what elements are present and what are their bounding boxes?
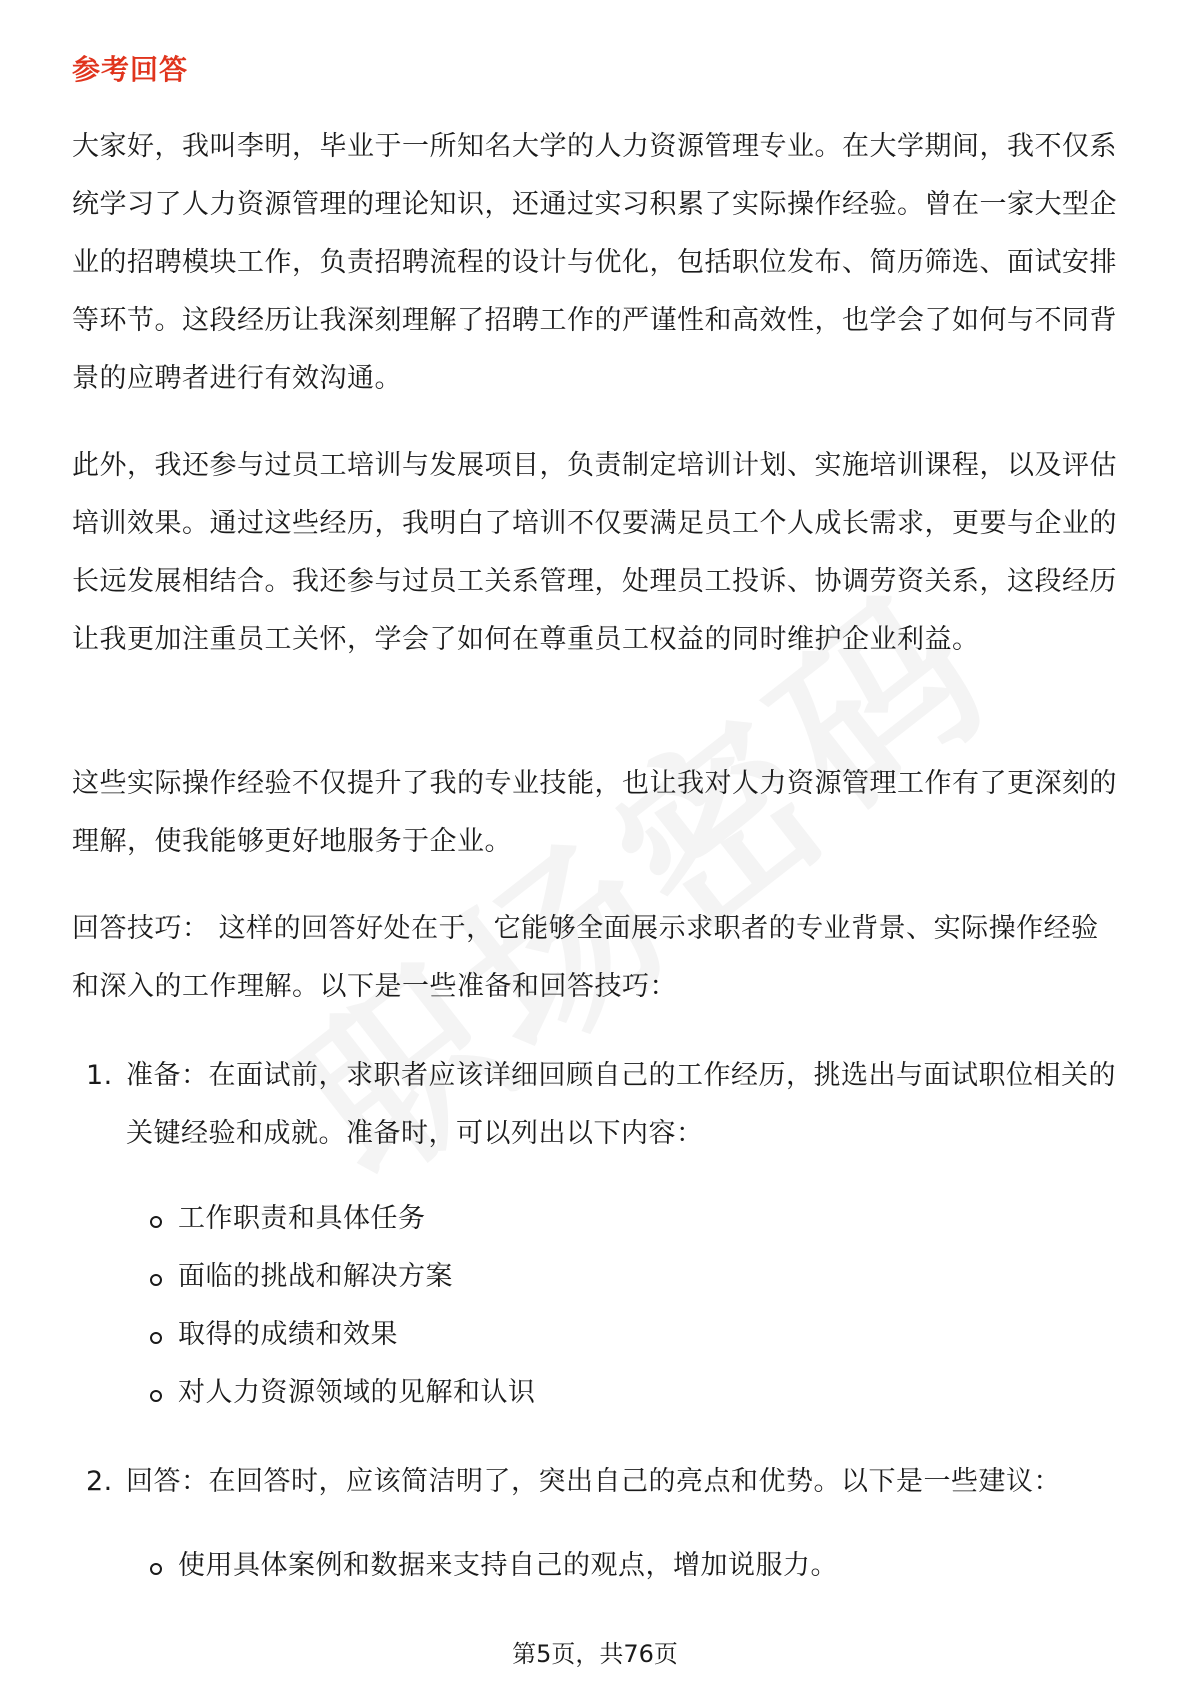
answer-bullet-list [148,1537,1098,1595]
numbered-item-answer [72,1453,1122,1511]
prepare-bullet-list [148,1190,1098,1422]
item-text: 准备：在面试前，求职者应该详细回顾自己的工作经历，挑选出与面试职位相关的关键经验和成就。准备时，可以列出以下内容： [126,1060,1116,1149]
item-number: 2. [86,1466,113,1497]
list-item: 取得的成绩和效果 [148,1306,1098,1364]
list-item: 对人力资源领域的见解和认识 [148,1364,1098,1422]
numbered-item-prepare [72,1047,1122,1163]
section-heading: 参考回答 [72,53,189,86]
list-item: 面临的挑战和解决方案 [148,1248,1098,1306]
answer-paragraph-2: 此外，我还参与过员工培训与发展项目，负责制定培训计划、实施培训课程，以及评估培训效果。通过这些经历，我明白了培训不仅要满足员工个人成长需求，更要与企业的长远发展相结合。我还参与过员工关系管理，处理员工投诉、协调劳资关系，这段经历让我更加注重员工关怀，学会了如何在尊重员工权益的同时维护企业利益。 [72,450,1117,655]
answer-paragraph-3: 这些实际操作经验不仅提升了我的专业技能，也让我对人力资源管理工作有了更深刻的理解，使我能够更好地服务于企业。 [72,768,1117,857]
item-number: 1. [86,1060,113,1091]
list-item: 工作职责和具体任务 [148,1190,1098,1248]
list-item: 使用具体案例和数据来支持自己的观点，增加说服力。 [148,1537,1098,1595]
item-text: 回答：在回答时，应该简洁明了，突出自己的亮点和优势。以下是一些建议： [126,1466,1061,1497]
answer-paragraph-1: 大家好，我叫李明，毕业于一所知名大学的人力资源管理专业。在大学期间，我不仅系统学习了人力资源管理的理论知识，还通过实习积累了实际操作经验。曾在一家大型企业的招聘模块工作，负责招聘流程的设计与优化，包括职位发布、简历筛选、面试安排等环节。这段经历让我深刻理解了招聘工作的严谨性和高效性，也学会了如何与不同背景的应聘者进行有效沟通。 [72,131,1117,394]
tips-intro-paragraph: 回答技巧： 这样的回答好处在于，它能够全面展示求职者的专业背景、实际操作经验和深入的工作理解。以下是一些准备和回答技巧： [72,913,1099,1002]
page-footer: 第5页，共76页 [512,1640,678,1668]
